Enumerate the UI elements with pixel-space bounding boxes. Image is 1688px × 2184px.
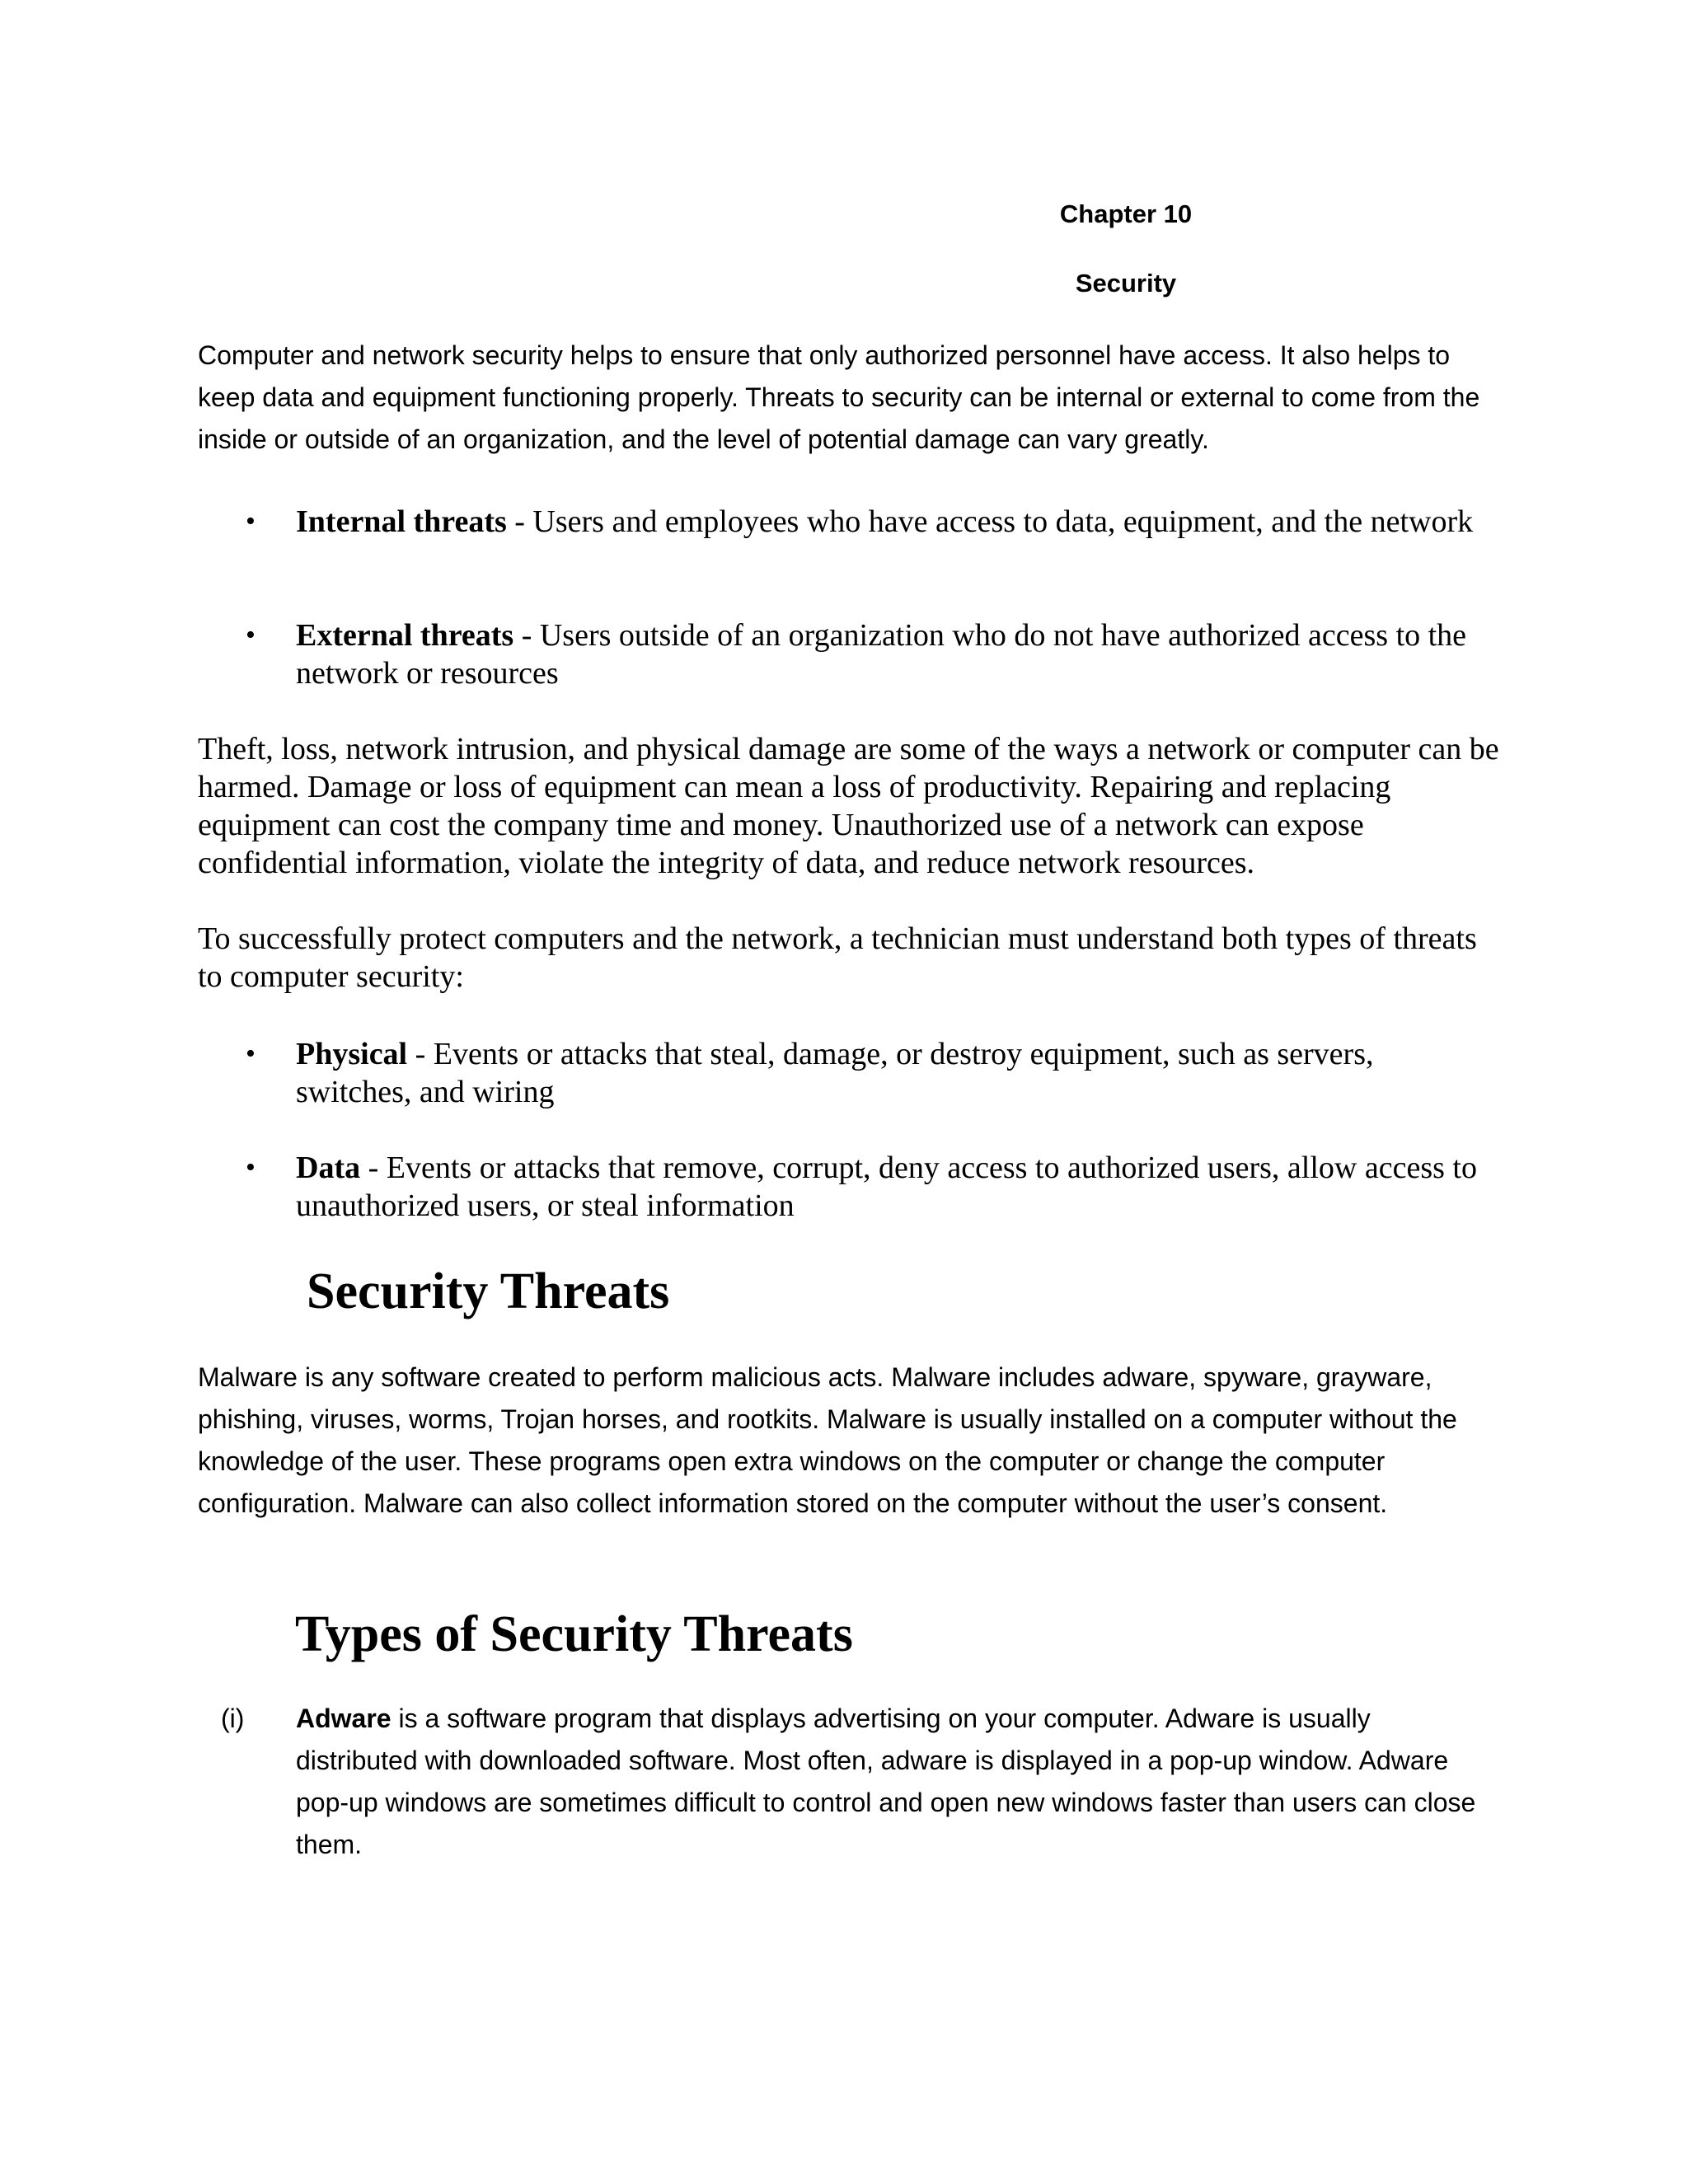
list-item-text: [296, 1149, 1491, 1225]
protect-paragraph: To successfully protect computers and the network, a technician must understand both types of threats to computer security:: [198, 921, 1477, 994]
list-item-term: Internal threats: [296, 504, 507, 539]
list-item-text: [296, 616, 1491, 692]
list-item-term: External threats: [296, 618, 514, 653]
list-item-marker: (i): [221, 1704, 245, 1733]
list-item-term: Physical: [296, 1037, 408, 1071]
list-item-text: [296, 503, 1491, 541]
harm-paragraph: Theft, loss, network intrusion, and physical damage are some of the ways a network or computer can be harmed. Damage or loss of equipment can mean a loss of productivity. Repairing and replacing equipment can cost the company time and money. Unauthorized use of a network can expose confidential information, violate the integrity of data, and reduce network resources.: [198, 732, 1499, 880]
chapter-title: Security: [1075, 269, 1177, 298]
intro-paragraph: Computer and network security helps to ensure that only authorized personnel have access. It also helps to keep data and equipment functioning properly. Threats to security can be internal or external to come from the inside or outside of an organization, and the level of potential damage can vary greatly.: [198, 340, 1480, 454]
bullet-icon: •: [246, 620, 256, 650]
malware-paragraph: Malware is any software created to perform malicious acts. Malware includes adware, spyware, grayware, phishing, viruses, worms, Trojan horses, and rootkits. Malware is usually installed on a computer without the knowledge of the user. These programs open extra windows on the computer or change the computer configuration. Malware can also collect information stored on the computer without the user’s consent.: [198, 1362, 1457, 1518]
list-item-description: is a software program that displays advertising on your computer. Adware is usually distributed with downloaded software. Most often, adware is displayed in a pop-up window. Adware pop-up windows are sometimes difficult to control and open new windows faster than users can close them.: [296, 1704, 1476, 1859]
list-item-description: - Events or attacks that steal, damage, or destroy equipment, such as servers, switches, and wiring: [296, 1037, 1374, 1109]
bullet-icon: •: [246, 1038, 256, 1069]
chapter-number: Chapter 10: [1059, 199, 1193, 228]
list-item-description: - Users and employees who have access to data, equipment, and the network: [506, 504, 1474, 539]
bullet-icon: •: [246, 506, 256, 537]
list-item-text: [296, 1035, 1491, 1111]
list-item-term: Adware: [296, 1704, 392, 1733]
list-item-description: - Users outside of an organization who do not have authorized access to the network or resources: [296, 618, 1467, 691]
list-item-text: [296, 1698, 1499, 1866]
security-threats-heading: Security Threats: [307, 1263, 670, 1319]
list-item-description: - Events or attacks that remove, corrupt, deny access to authorized users, allow access to unauthorized users, or steal information: [296, 1151, 1477, 1223]
bullet-icon: •: [246, 1152, 256, 1183]
types-of-threats-heading: Types of Security Threats: [295, 1606, 853, 1662]
list-item-term: Data: [296, 1151, 361, 1185]
